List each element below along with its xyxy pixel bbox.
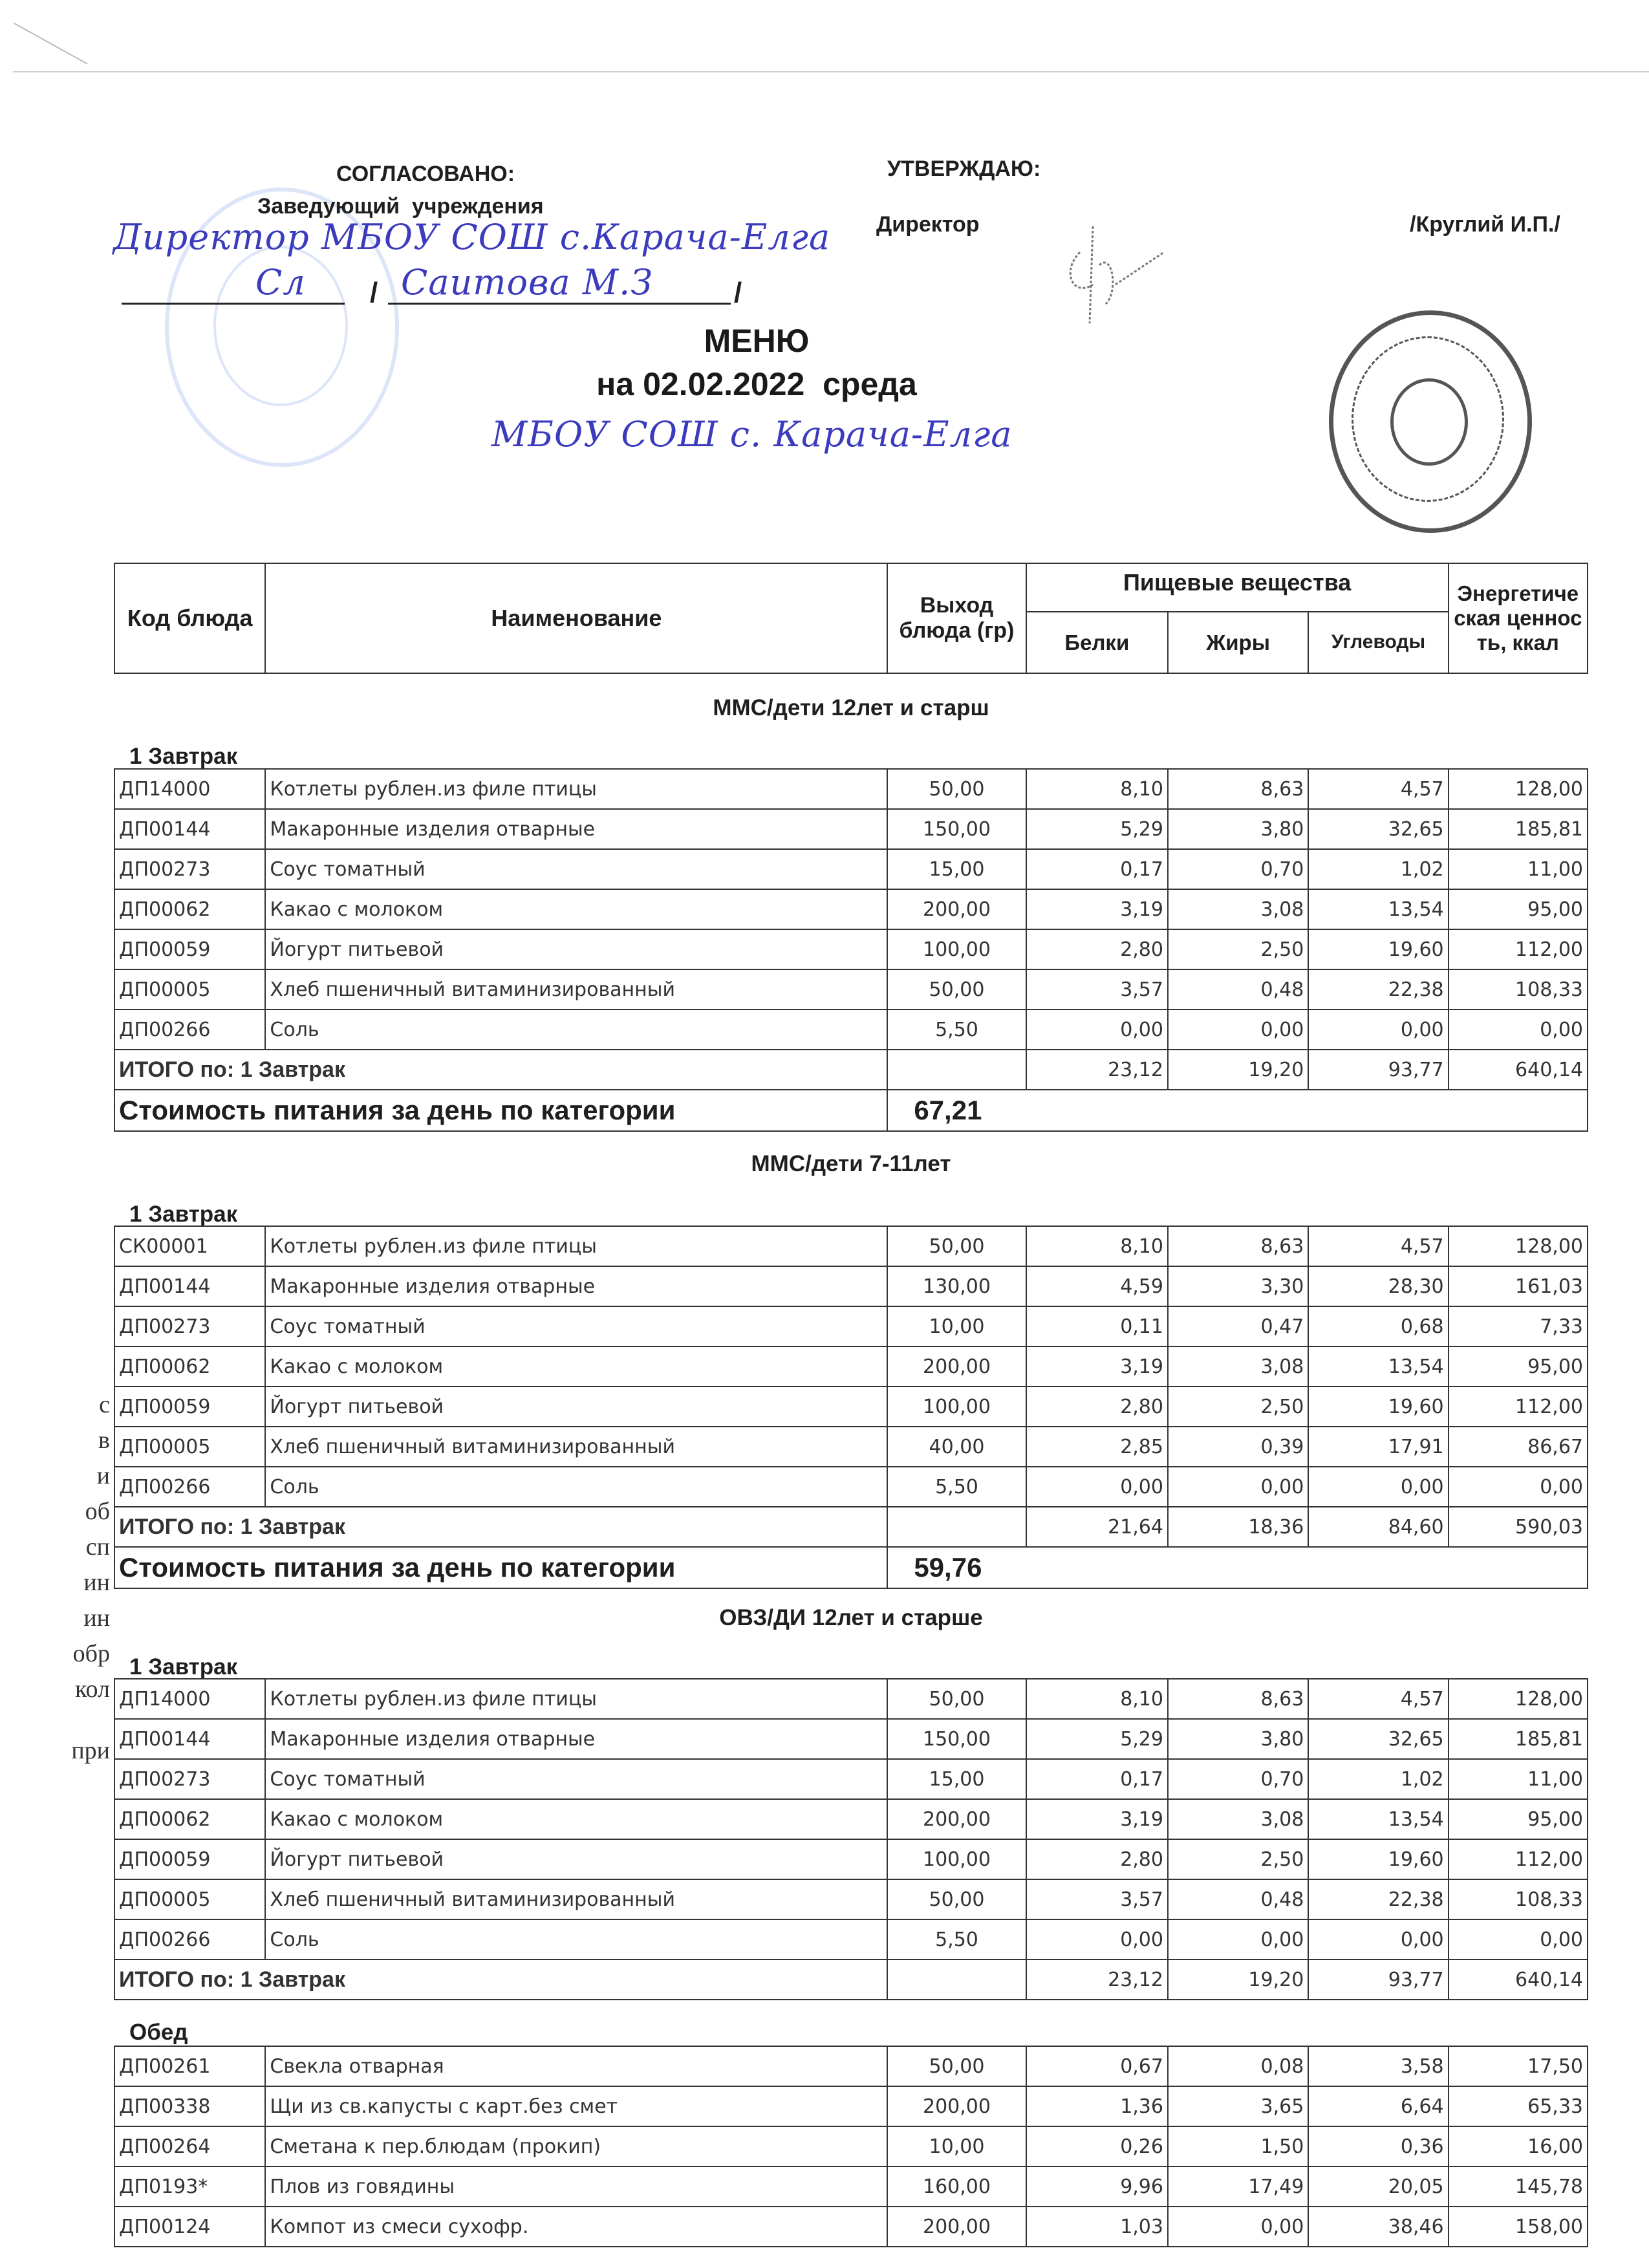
dish-code: ДП00059 <box>114 1839 265 1879</box>
dish-name: Соль <box>265 1467 887 1507</box>
dish-energy: 0,00 <box>1449 1467 1588 1507</box>
scan-corner-edge <box>14 23 88 65</box>
dish-carbs: 19,60 <box>1308 1839 1448 1879</box>
dish-fat: 0,00 <box>1168 2207 1308 2247</box>
dish-yield: 150,00 <box>887 1719 1026 1759</box>
total-protein: 23,12 <box>1026 1050 1168 1090</box>
menu-table-section-3-breakfast <box>114 1678 1588 2000</box>
dish-code: ДП00266 <box>114 1010 265 1050</box>
dish-name: Хлеб пшеничный витаминизированный <box>265 1427 887 1467</box>
table-row <box>114 1346 1588 1387</box>
bleed-fragment: с <box>99 1391 110 1418</box>
table-row <box>114 889 1588 929</box>
total-fat: 18,36 <box>1168 1507 1308 1547</box>
dish-fat: 0,47 <box>1168 1306 1308 1346</box>
dish-protein: 0,26 <box>1026 2126 1168 2166</box>
section-title: ММС/дети 12лет и старш <box>713 695 989 720</box>
dish-energy: 95,00 <box>1449 1799 1588 1839</box>
dish-name: Соус томатный <box>265 1759 887 1799</box>
handwritten-school: МБОУ СОШ с. Карача-Елга <box>491 414 1013 455</box>
dish-energy: 17,50 <box>1449 2046 1588 2086</box>
dish-carbs: 19,60 <box>1308 1387 1448 1427</box>
dish-code: ДП00144 <box>114 1719 265 1759</box>
dish-energy: 128,00 <box>1449 1226 1588 1266</box>
dish-energy: 11,00 <box>1449 849 1588 889</box>
dish-fat: 3,08 <box>1168 1346 1308 1387</box>
dish-protein: 2,85 <box>1026 1427 1168 1467</box>
dish-fat: 0,00 <box>1168 1467 1308 1507</box>
dish-protein: 2,80 <box>1026 1387 1168 1427</box>
dish-code: ДП00059 <box>114 929 265 969</box>
dish-carbs: 19,60 <box>1308 929 1448 969</box>
dish-name: Йогурт питьевой <box>265 929 887 969</box>
dish-protein: 0,17 <box>1026 1759 1168 1799</box>
dish-yield: 150,00 <box>887 809 1026 849</box>
dish-carbs: 17,91 <box>1308 1427 1448 1467</box>
dish-fat: 0,48 <box>1168 1879 1308 1919</box>
dish-carbs: 1,02 <box>1308 849 1448 889</box>
dish-code: ДП00005 <box>114 1427 265 1467</box>
table-row <box>114 1759 1588 1799</box>
dish-energy: 11,00 <box>1449 1759 1588 1799</box>
dish-name: Какао с молоком <box>265 1346 887 1387</box>
dish-fat: 3,08 <box>1168 889 1308 929</box>
dish-code: ДП00144 <box>114 1266 265 1306</box>
dish-fat: 17,49 <box>1168 2166 1308 2207</box>
dish-fat: 0,08 <box>1168 2046 1308 2086</box>
dish-carbs: 4,57 <box>1308 1679 1448 1719</box>
dish-fat: 2,50 <box>1168 1387 1308 1427</box>
official-seal-emblem <box>1390 378 1468 466</box>
dish-protein: 3,57 <box>1026 1879 1168 1919</box>
dish-yield: 160,00 <box>887 2166 1026 2207</box>
bleed-fragment: ин <box>83 1569 110 1596</box>
bleed-fragment: обр <box>72 1640 110 1667</box>
dish-energy: 0,00 <box>1449 1010 1588 1050</box>
bleed-fragment: и <box>96 1462 110 1489</box>
menu-table-section-2 <box>114 1226 1588 1589</box>
col-header-yield: Выход блюда (гр) <box>887 563 1026 673</box>
col-header-code: Код блюда <box>114 563 265 673</box>
total-protein: 21,64 <box>1026 1507 1168 1547</box>
meal-title: 1 Завтрак <box>129 744 238 769</box>
col-header-protein: Белки <box>1026 612 1168 673</box>
dish-yield: 130,00 <box>887 1266 1026 1306</box>
dish-energy: 158,00 <box>1449 2207 1588 2247</box>
dish-energy: 185,81 <box>1449 1719 1588 1759</box>
dish-yield: 100,00 <box>887 1839 1026 1879</box>
signature-line <box>122 303 345 305</box>
director-signature <box>1054 213 1170 343</box>
dish-code: ДП00062 <box>114 1799 265 1839</box>
dish-name: Йогурт питьевой <box>265 1839 887 1879</box>
col-header-carbs: Углеводы <box>1308 612 1448 673</box>
document-date: на 02.02.2022 среда <box>596 366 917 402</box>
dish-protein: 5,29 <box>1026 809 1168 849</box>
signature-closing: / <box>734 277 742 308</box>
dish-name: Плов из говядины <box>265 2166 887 2207</box>
dish-protein: 8,10 <box>1026 769 1168 809</box>
approval-right-heading: УТВЕРЖДАЮ: <box>887 157 1041 181</box>
dish-name: Хлеб пшеничный витаминизированный <box>265 969 887 1010</box>
table-row <box>114 2166 1588 2207</box>
dish-code: ДП00264 <box>114 2126 265 2166</box>
dish-code: ДП00124 <box>114 2207 265 2247</box>
total-energy: 640,14 <box>1449 1050 1588 1090</box>
dish-protein: 0,00 <box>1026 1467 1168 1507</box>
dish-energy: 7,33 <box>1449 1306 1588 1346</box>
dish-fat: 3,65 <box>1168 2086 1308 2126</box>
dish-energy: 145,78 <box>1449 2166 1588 2207</box>
dish-fat: 1,50 <box>1168 2126 1308 2166</box>
dish-name: Соль <box>265 1919 887 1960</box>
dish-name: Соус томатный <box>265 849 887 889</box>
dish-energy: 95,00 <box>1449 889 1588 929</box>
dish-yield: 50,00 <box>887 769 1026 809</box>
table-row <box>114 769 1588 809</box>
handwritten-signature: Сл <box>255 262 306 303</box>
table-row <box>114 1799 1588 1839</box>
table-row <box>114 929 1588 969</box>
dish-fat: 0,70 <box>1168 1759 1308 1799</box>
total-energy: 590,03 <box>1449 1507 1588 1547</box>
dish-energy: 86,67 <box>1449 1427 1588 1467</box>
dish-protein: 3,19 <box>1026 1799 1168 1839</box>
dish-code: ДП00144 <box>114 809 265 849</box>
total-row <box>114 1050 1588 1090</box>
table-row <box>114 1839 1588 1879</box>
dish-name: Какао с молоком <box>265 889 887 929</box>
bleed-fragment: об <box>85 1498 110 1525</box>
handwritten-name: Саитова М.З <box>401 262 653 303</box>
table-row <box>114 1427 1588 1467</box>
dish-yield: 100,00 <box>887 929 1026 969</box>
dish-carbs: 22,38 <box>1308 969 1448 1010</box>
dish-protein: 0,00 <box>1026 1010 1168 1050</box>
dish-protein: 0,00 <box>1026 1919 1168 1960</box>
table-row <box>114 849 1588 889</box>
name-line <box>388 303 731 305</box>
dish-yield: 200,00 <box>887 1799 1026 1839</box>
bleed-fragment: сп <box>85 1533 110 1561</box>
dish-carbs: 3,58 <box>1308 2046 1448 2086</box>
total-label: ИТОГО по: 1 Завтрак <box>114 1960 887 2000</box>
menu-table-section-1 <box>114 768 1588 1132</box>
dish-yield: 200,00 <box>887 889 1026 929</box>
dish-carbs: 22,38 <box>1308 1879 1448 1919</box>
dish-fat: 0,00 <box>1168 1010 1308 1050</box>
dish-name: Макаронные изделия отварные <box>265 1266 887 1306</box>
document-title: МЕНЮ <box>704 323 810 359</box>
approval-right-name: /Круглий И.П./ <box>1410 212 1560 237</box>
dish-code: ДП14000 <box>114 769 265 809</box>
dish-code: ДП00273 <box>114 849 265 889</box>
dish-name: Свекла отварная <box>265 2046 887 2086</box>
dish-name: Макаронные изделия отварные <box>265 1719 887 1759</box>
dish-protein: 0,17 <box>1026 849 1168 889</box>
dish-fat: 3,30 <box>1168 1266 1308 1306</box>
dish-code: ДП00059 <box>114 1387 265 1427</box>
table-row <box>114 1879 1588 1919</box>
dish-yield: 200,00 <box>887 1346 1026 1387</box>
dish-yield: 5,50 <box>887 1010 1026 1050</box>
dish-code: ДП00273 <box>114 1759 265 1799</box>
dish-carbs: 6,64 <box>1308 2086 1448 2126</box>
dish-fat: 0,00 <box>1168 1919 1308 1960</box>
signature-separator: / <box>370 277 378 308</box>
dish-protein: 0,67 <box>1026 2046 1168 2086</box>
dish-yield: 100,00 <box>887 1387 1026 1427</box>
section-title: ОВЗ/ДИ 12лет и старше <box>719 1605 983 1630</box>
dish-protein: 1,36 <box>1026 2086 1168 2126</box>
dish-yield: 15,00 <box>887 1759 1026 1799</box>
dish-yield: 15,00 <box>887 849 1026 889</box>
dish-fat: 2,50 <box>1168 929 1308 969</box>
dish-fat: 3,80 <box>1168 809 1308 849</box>
table-row <box>114 2126 1588 2166</box>
total-protein: 23,12 <box>1026 1960 1168 2000</box>
total-row <box>114 1960 1588 2000</box>
dish-code: ДП00338 <box>114 2086 265 2126</box>
dish-protein: 3,19 <box>1026 889 1168 929</box>
dish-yield: 10,00 <box>887 2126 1026 2166</box>
dish-energy: 128,00 <box>1449 769 1588 809</box>
bleed-fragment: ин <box>83 1604 110 1632</box>
dish-fat: 3,80 <box>1168 1719 1308 1759</box>
total-yield-empty <box>887 1050 1026 1090</box>
dish-fat: 0,48 <box>1168 969 1308 1010</box>
dish-code: ДП00266 <box>114 1919 265 1960</box>
dish-carbs: 13,54 <box>1308 889 1448 929</box>
dish-protein: 5,29 <box>1026 1719 1168 1759</box>
dish-carbs: 4,57 <box>1308 769 1448 809</box>
menu-table-header <box>114 563 1588 674</box>
table-row <box>114 809 1588 849</box>
total-yield-empty <box>887 1960 1026 2000</box>
dish-energy: 108,33 <box>1449 1879 1588 1919</box>
dish-code: СК00001 <box>114 1226 265 1266</box>
dish-fat: 8,63 <box>1168 769 1308 809</box>
dish-carbs: 13,54 <box>1308 1346 1448 1387</box>
dish-energy: 112,00 <box>1449 929 1588 969</box>
dish-carbs: 13,54 <box>1308 1799 1448 1839</box>
table-row <box>114 969 1588 1010</box>
dish-name: Какао с молоком <box>265 1799 887 1839</box>
dish-fat: 8,63 <box>1168 1226 1308 1266</box>
dish-carbs: 1,02 <box>1308 1759 1448 1799</box>
dish-energy: 128,00 <box>1449 1679 1588 1719</box>
dish-carbs: 38,46 <box>1308 2207 1448 2247</box>
bleed-fragment: в <box>98 1427 110 1454</box>
dish-yield: 50,00 <box>887 1879 1026 1919</box>
dish-energy: 185,81 <box>1449 809 1588 849</box>
dish-code: ДП0193* <box>114 2166 265 2207</box>
dish-protein: 2,80 <box>1026 929 1168 969</box>
dish-name: Соус томатный <box>265 1306 887 1346</box>
dish-name: Компот из смеси сухофр. <box>265 2207 887 2247</box>
cost-label: Стоимость питания за день по категории <box>114 1547 887 1588</box>
dish-carbs: 0,00 <box>1308 1010 1448 1050</box>
dish-yield: 5,50 <box>887 1919 1026 1960</box>
menu-table-section-3-lunch <box>114 2046 1588 2247</box>
dish-yield: 5,50 <box>887 1467 1026 1507</box>
table-row <box>114 2207 1588 2247</box>
cost-label: Стоимость питания за день по категории <box>114 1090 887 1131</box>
dish-name: Котлеты рублен.из филе птицы <box>265 769 887 809</box>
dish-energy: 112,00 <box>1449 1839 1588 1879</box>
section-title: ММС/дети 7-11лет <box>751 1151 951 1176</box>
dish-energy: 112,00 <box>1449 1387 1588 1427</box>
total-carbs: 93,77 <box>1308 1050 1448 1090</box>
dish-carbs: 20,05 <box>1308 2166 1448 2207</box>
dish-carbs: 4,57 <box>1308 1226 1448 1266</box>
dish-yield: 200,00 <box>887 2086 1026 2126</box>
dish-name: Котлеты рублен.из филе птицы <box>265 1226 887 1266</box>
dish-energy: 161,03 <box>1449 1266 1588 1306</box>
dish-code: ДП00062 <box>114 889 265 929</box>
dish-fat: 3,08 <box>1168 1799 1308 1839</box>
meal-title: 1 Завтрак <box>129 1202 238 1227</box>
total-fat: 19,20 <box>1168 1960 1308 2000</box>
dish-carbs: 32,65 <box>1308 809 1448 849</box>
bleed-fragment: кол <box>75 1676 110 1703</box>
dish-carbs: 0,00 <box>1308 1919 1448 1960</box>
dish-code: ДП00261 <box>114 2046 265 2086</box>
table-row <box>114 1919 1588 1960</box>
bleed-fragment: при <box>71 1737 110 1764</box>
col-header-name: Наименование <box>265 563 887 673</box>
dish-protein: 9,96 <box>1026 2166 1168 2207</box>
dish-fat: 2,50 <box>1168 1839 1308 1879</box>
meal-title: 1 Завтрак <box>129 1654 238 1679</box>
dish-code: ДП00005 <box>114 969 265 1010</box>
dish-code: ДП00273 <box>114 1306 265 1346</box>
dish-carbs: 0,36 <box>1308 2126 1448 2166</box>
dish-name: Йогурт питьевой <box>265 1387 887 1427</box>
total-fat: 19,20 <box>1168 1050 1308 1090</box>
dish-code: ДП00062 <box>114 1346 265 1387</box>
table-row <box>114 1010 1588 1050</box>
total-row <box>114 1507 1588 1547</box>
table-row <box>114 1719 1588 1759</box>
table-row <box>114 1226 1588 1266</box>
approval-left-heading: СОГЛАСОВАНО: <box>336 162 515 186</box>
dish-carbs: 28,30 <box>1308 1266 1448 1306</box>
total-energy: 640,14 <box>1449 1960 1588 2000</box>
dish-energy: 65,33 <box>1449 2086 1588 2126</box>
dish-protein: 0,11 <box>1026 1306 1168 1346</box>
table-row <box>114 1467 1588 1507</box>
cost-value: 67,21 <box>887 1090 1588 1131</box>
col-header-fat: Жиры <box>1168 612 1308 673</box>
table-row <box>114 1266 1588 1306</box>
dish-name: Хлеб пшеничный витаминизированный <box>265 1879 887 1919</box>
dish-name: Макаронные изделия отварные <box>265 809 887 849</box>
dish-energy: 16,00 <box>1449 2126 1588 2166</box>
dish-protein: 4,59 <box>1026 1266 1168 1306</box>
dish-yield: 50,00 <box>887 2046 1026 2086</box>
total-carbs: 84,60 <box>1308 1507 1448 1547</box>
dish-name: Соль <box>265 1010 887 1050</box>
dish-name: Котлеты рублен.из филе птицы <box>265 1679 887 1719</box>
dish-carbs: 0,00 <box>1308 1467 1448 1507</box>
dish-fat: 0,70 <box>1168 849 1308 889</box>
total-carbs: 93,77 <box>1308 1960 1448 2000</box>
table-row <box>114 2046 1588 2086</box>
dish-code: ДП00266 <box>114 1467 265 1507</box>
dish-name: Сметана к пер.блюдам (прокип) <box>265 2126 887 2166</box>
dish-carbs: 0,68 <box>1308 1306 1448 1346</box>
cost-row <box>114 1547 1588 1588</box>
cost-value: 59,76 <box>887 1547 1588 1588</box>
dish-carbs: 32,65 <box>1308 1719 1448 1759</box>
dish-yield: 50,00 <box>887 1679 1026 1719</box>
table-row <box>114 1306 1588 1346</box>
col-header-energy: Энергетическая ценность, ккал <box>1449 563 1588 673</box>
dish-protein: 3,19 <box>1026 1346 1168 1387</box>
approval-left-role: Заведующий учреждения <box>257 194 544 219</box>
table-row <box>114 2086 1588 2126</box>
dish-yield: 200,00 <box>887 2207 1026 2247</box>
handwritten-role: Директор МБОУ СОШ с.Карача-Елга <box>113 217 831 257</box>
dish-protein: 3,57 <box>1026 969 1168 1010</box>
cost-row <box>114 1090 1588 1131</box>
dish-yield: 10,00 <box>887 1306 1026 1346</box>
table-row <box>114 1679 1588 1719</box>
dish-yield: 50,00 <box>887 1226 1026 1266</box>
col-header-nutrients: Пищевые вещества <box>1026 563 1449 612</box>
dish-protein: 1,03 <box>1026 2207 1168 2247</box>
dish-energy: 95,00 <box>1449 1346 1588 1387</box>
dish-energy: 0,00 <box>1449 1919 1588 1960</box>
dish-protein: 2,80 <box>1026 1839 1168 1879</box>
dish-protein: 8,10 <box>1026 1679 1168 1719</box>
meal-title: Обед <box>129 2020 188 2045</box>
total-label: ИТОГО по: 1 Завтрак <box>114 1507 887 1547</box>
scan-fold-line <box>13 71 1649 72</box>
dish-yield: 40,00 <box>887 1427 1026 1467</box>
dish-code: ДП00005 <box>114 1879 265 1919</box>
dish-name: Щи из св.капусты с карт.без смет <box>265 2086 887 2126</box>
dish-fat: 8,63 <box>1168 1679 1308 1719</box>
dish-fat: 0,39 <box>1168 1427 1308 1467</box>
total-yield-empty <box>887 1507 1026 1547</box>
dish-code: ДП14000 <box>114 1679 265 1719</box>
dish-yield: 50,00 <box>887 969 1026 1010</box>
dish-protein: 8,10 <box>1026 1226 1168 1266</box>
approval-right-role: Директор <box>876 212 980 237</box>
total-label: ИТОГО по: 1 Завтрак <box>114 1050 887 1090</box>
dish-energy: 108,33 <box>1449 969 1588 1010</box>
table-row <box>114 1387 1588 1427</box>
